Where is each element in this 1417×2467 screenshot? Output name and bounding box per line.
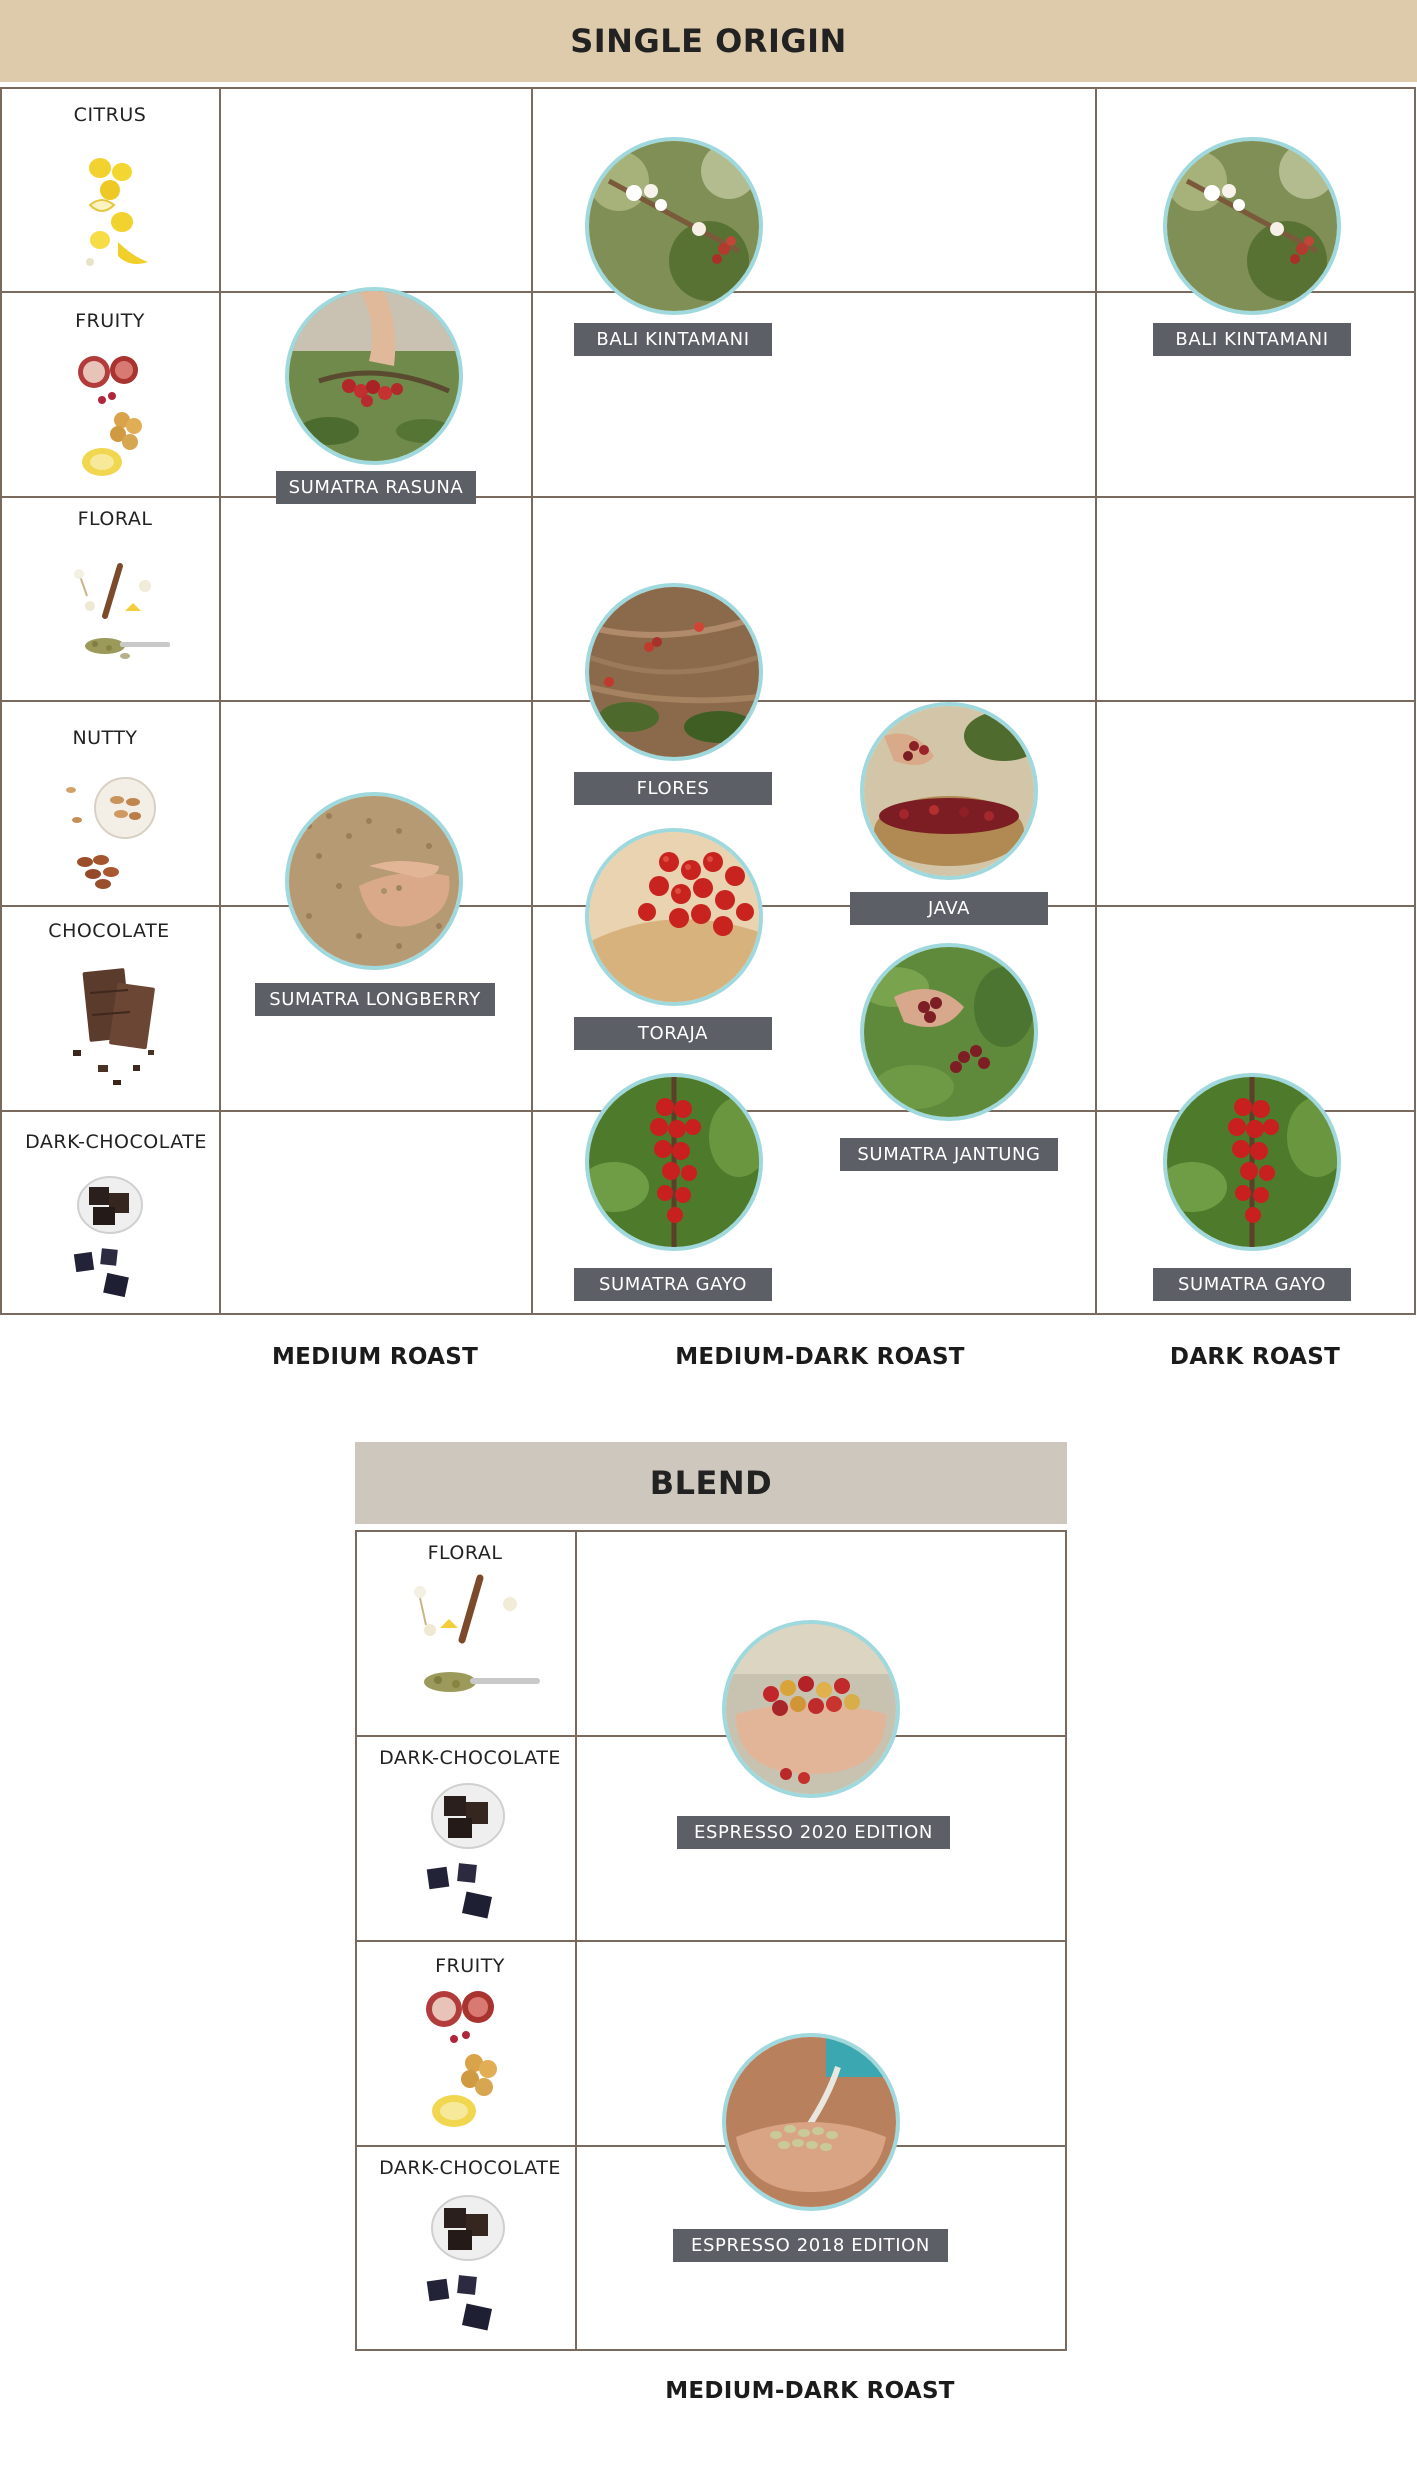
blend-roast-label-medium-dark: MEDIUM-DARK ROAST <box>665 2378 955 2404</box>
fruit-icon <box>72 350 157 485</box>
coffee-label-sumatra-jantung[interactable]: SUMATRA JANTUNG <box>840 1138 1058 1171</box>
coffee-photo-espresso-2020[interactable] <box>722 1620 900 1798</box>
dark-chocolate-icon <box>418 1780 518 1930</box>
coffee-label-java[interactable]: JAVA <box>850 892 1048 925</box>
blend-flavor-label-fruity: FRUITY <box>435 1955 505 1977</box>
coffee-photo-espresso-2018[interactable] <box>722 2033 900 2211</box>
coffee-label-sumatra-gayo-medium-dark[interactable]: SUMATRA GAYO <box>574 1268 772 1301</box>
roast-label-medium-dark: MEDIUM-DARK ROAST <box>675 1344 965 1370</box>
dark-chocolate-icon <box>418 2192 518 2342</box>
flowers-icon <box>400 1570 540 1720</box>
coffee-photo-toraja[interactable] <box>585 828 763 1006</box>
coffee-photo-bali-kintamani-dark[interactable] <box>1163 137 1341 315</box>
coffee-label-sumatra-longberry[interactable]: SUMATRA LONGBERRY <box>255 983 495 1016</box>
coffee-label-toraja[interactable]: TORAJA <box>574 1017 772 1050</box>
roast-label-medium: MEDIUM ROAST <box>271 1344 479 1370</box>
coffee-label-espresso-2018[interactable]: ESPRESSO 2018 EDITION <box>673 2229 948 2262</box>
coffee-label-bali-kintamani-medium-dark[interactable]: BALI KINTAMANI <box>574 323 772 356</box>
coffee-label-sumatra-rasuna[interactable]: SUMATRA RASUNA <box>276 471 476 504</box>
coffee-label-espresso-2020[interactable]: ESPRESSO 2020 EDITION <box>677 1816 950 1849</box>
flowers-icon <box>65 556 175 676</box>
nuts-icon <box>55 770 160 895</box>
coffee-label-sumatra-gayo-dark[interactable]: SUMATRA GAYO <box>1153 1268 1351 1301</box>
fruit-icon <box>420 1985 515 2135</box>
flavor-label-citrus: CITRUS <box>73 104 147 126</box>
chocolate-icon <box>58 955 168 1095</box>
lemons-icon <box>70 150 160 275</box>
coffee-photo-sumatra-gayo-medium-dark[interactable] <box>585 1073 763 1251</box>
coffee-photo-sumatra-rasuna[interactable] <box>285 287 463 465</box>
coffee-photo-java[interactable] <box>860 702 1038 880</box>
flavor-label-fruity: FRUITY <box>75 310 145 332</box>
blend-flavor-label-dark-chocolate-1: DARK-CHOCOLATE <box>379 1747 561 1769</box>
flavor-label-chocolate: CHOCOLATE <box>48 920 170 942</box>
coffee-photo-bali-kintamani-medium-dark[interactable] <box>585 137 763 315</box>
single-origin-header: SINGLE ORIGIN <box>0 0 1417 82</box>
coffee-photo-sumatra-jantung[interactable] <box>860 943 1038 1121</box>
flavor-label-dark-chocolate: DARK-CHOCOLATE <box>25 1131 207 1153</box>
blend-flavor-label-dark-chocolate-2: DARK-CHOCOLATE <box>379 2157 561 2179</box>
coffee-photo-sumatra-longberry[interactable] <box>285 792 463 970</box>
flavor-label-nutty: NUTTY <box>72 727 138 749</box>
blend-flavor-label-floral: FLORAL <box>427 1542 503 1564</box>
coffee-photo-sumatra-gayo-dark[interactable] <box>1163 1073 1341 1251</box>
coffee-photo-flores[interactable] <box>585 583 763 761</box>
coffee-label-flores[interactable]: FLORES <box>574 772 772 805</box>
flavor-label-floral: FLORAL <box>77 508 153 530</box>
blend-header: BLEND <box>355 1442 1067 1524</box>
dark-chocolate-icon <box>65 1175 155 1305</box>
roast-label-dark: DARK ROAST <box>1169 1344 1341 1370</box>
coffee-label-bali-kintamani-dark[interactable]: BALI KINTAMANI <box>1153 323 1351 356</box>
